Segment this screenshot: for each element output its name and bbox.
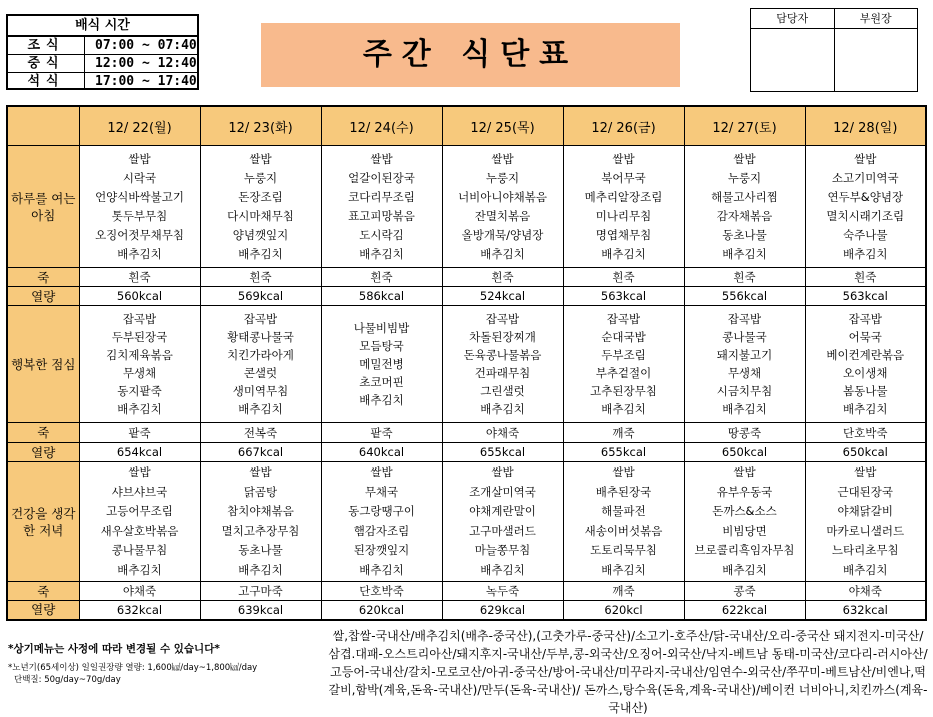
menu-item: 쌀밥 [249,465,272,479]
menu-item: 황태콩나물국 [227,330,294,344]
menu-item: 고추된장무침 [590,384,657,398]
breakfast-cell [200,146,321,268]
weekly-menu-table [6,105,927,621]
porridge-cell: 단호박죽 [805,423,926,443]
kcal-cell: 650kcal [805,443,926,462]
meal-time: 07:00 ~ 07:40 [95,38,197,53]
lunch-row [7,306,926,423]
menu-item: 동그랑땡구이 [348,504,415,518]
menu-item: 배추김치 [359,393,404,407]
menu-item: 두부조림 [601,348,646,362]
menu-item: 김치제육볶음 [106,348,173,362]
menu-item: 누룽지 [243,170,278,185]
row-label-calories: 열량 [7,287,79,306]
porridge-cell: 녹두죽 [442,582,563,601]
porridge-cell: 흰죽 [442,268,563,287]
menu-item: 쌀밥 [733,151,756,166]
menu-item: 배추김치 [238,562,283,577]
kcal-cell: 556kcal [684,287,805,306]
menu-items [685,462,805,581]
menu-item: 배추김치 [359,562,404,577]
menu-item: 배추김치 [843,402,888,416]
porridge-cell: 콩죽 [684,582,805,601]
day-header: 12/ 27(토) [684,106,805,146]
menu-item: 무생채 [122,366,157,380]
meal-time: 12:00 ~ 12:40 [95,56,197,71]
menu-items [806,149,926,265]
dinner-cell [684,462,805,582]
menu-item: 돼지불고기 [716,348,773,362]
menu-item: 쌀밥 [128,465,151,479]
menu-items [201,309,321,419]
menu-item: 치킨가라아게 [227,348,294,362]
kcal-cell: 639kcal [200,601,321,620]
menu-item: 배추된장국 [595,484,652,499]
menu-item: 메밀전병 [359,357,404,371]
menu-items [201,149,321,265]
menu-item: 배추김치 [117,402,162,416]
menu-item: 양념깻잎지 [232,227,289,242]
meal-label: 조식 [8,37,85,54]
menu-item: 배추김치 [843,562,888,577]
kcal-cell: 655kcal [563,443,684,462]
menu-item: 멸치시래기조림 [826,208,905,223]
menu-item: 쌀밥 [612,465,635,479]
menu-item: 쌀밥 [370,465,393,479]
approval-header: 부원장 [835,9,918,29]
meal-time-row [8,73,197,90]
menu-items [806,462,926,581]
menu-items [685,309,805,419]
menu-items [685,149,805,265]
dinner-row [7,462,926,582]
porridge-cell: 깨죽 [563,423,684,443]
menu-items [564,462,684,581]
menu-item: 쌀밥 [733,465,756,479]
menu-items [80,462,200,581]
row-label-porridge: 죽 [7,268,79,287]
kcal-cell: 632kcal [79,601,200,620]
lunch-cell [563,306,684,423]
menu-item: 배추김치 [480,246,525,261]
menu-item: 돈까스&소스 [712,504,777,518]
menu-item: 유부우동국 [716,484,773,499]
menu-item: 쌀밥 [370,151,393,166]
menu-item: 마늘쫑무침 [474,543,531,557]
menu-item: 새송이버섯볶음 [584,523,663,538]
energy-note: *노년기(65세이상) 일일권장량 열량: 1,600㎉/day~1,800㎉/day [8,663,258,673]
porridge-cell: 흰죽 [805,268,926,287]
menu-item: 브로콜리흑임자무침 [694,543,795,557]
kcal-cell: 569kcal [200,287,321,306]
menu-item: 명엽채무침 [595,227,652,242]
kcal-cell: 632kcal [805,601,926,620]
menu-item: 어묵국 [848,330,882,344]
menu-item: 다시마채무침 [227,208,294,223]
menu-item: 미나리무침 [595,208,652,223]
kcal-cell: 640kcal [321,443,442,462]
porridge-cell: 전복죽 [200,423,321,443]
menu-item: 돈육콩나물볶음 [463,348,542,362]
menu-item: 동초나물 [722,227,767,242]
page-title: 주간 식단표 [261,23,680,87]
menu-item: 느타리초무침 [831,543,899,557]
kcal-cell: 620kcal [321,601,442,620]
menu-item: 샤브샤브국 [111,484,168,499]
menu-item: 소고기미역국 [831,170,899,185]
kcal-cell: 650kcal [684,443,805,462]
day-header: 12/ 22(월) [79,106,200,146]
menu-item: 감자채볶음 [716,208,773,223]
menu-item: 멸치고추장무침 [221,523,300,538]
menu-item: 비빔당면 [722,523,767,538]
breakfast-cell [805,146,926,268]
menu-item: 참치야채볶음 [227,504,294,518]
dinner-cell [200,462,321,582]
menu-item: 잔멸치볶음 [474,208,531,223]
lunch-cell [805,306,926,423]
dinner-kcal-row [7,601,926,620]
menu-item: 배추김치 [359,246,404,261]
menu-item: 북어무국 [601,170,646,185]
porridge-cell: 흰죽 [563,268,684,287]
approval-col-manager [751,9,835,91]
menu-item: 무채국 [364,484,399,499]
porridge-cell: 흰죽 [321,268,442,287]
menu-item: 표고피망볶음 [348,208,415,223]
approval-box [750,8,918,92]
menu-item: 언양식바싹불고기 [95,189,184,204]
dinner-cell [805,462,926,582]
row-label-porridge: 죽 [7,582,79,601]
menu-item: 쌀밥 [128,151,151,166]
lunch-cell [79,306,200,423]
menu-item: 시락국 [122,170,157,185]
menu-item: 쌀밥 [491,465,514,479]
menu-item: 된장깻잎지 [353,543,410,557]
meal-label: 중식 [8,55,85,72]
breakfast-cell [321,146,442,268]
menu-items [443,309,563,419]
menu-items [443,149,563,265]
day-header: 12/ 23(화) [200,106,321,146]
breakfast-row [7,146,926,268]
porridge-cell: 야채죽 [442,423,563,443]
meal-time-row [8,55,197,73]
menu-item: 베이컨계란볶음 [826,348,905,362]
menu-items [322,149,442,265]
menu-item: 순대국밥 [601,330,646,344]
menu-item: 마카로니샐러드 [826,523,905,538]
breakfast-porridge-row [7,268,926,287]
kcal-cell: 563kcal [805,287,926,306]
menu-item: 야채닭갈비 [837,504,894,518]
kcal-cell: 667kcal [200,443,321,462]
menu-item: 배추김치 [480,402,525,416]
menu-item: 배추김치 [601,402,646,416]
menu-item: 그린샐럿 [480,384,525,398]
menu-item: 배추김치 [601,246,646,261]
menu-items [80,149,200,265]
menu-item: 코다리무조림 [348,189,415,204]
menu-items [443,462,563,581]
dinner-cell [563,462,684,582]
menu-item: 봄동나물 [843,384,888,398]
porridge-cell: 흰죽 [200,268,321,287]
menu-items [806,309,926,419]
day-header: 12/ 26(금) [563,106,684,146]
menu-item: 배추김치 [238,402,283,416]
menu-item: 동지팥죽 [117,384,162,398]
menu-items [80,309,200,419]
menu-item: 누룽지 [485,170,520,185]
menu-item: 무생채 [727,366,762,380]
menu-item: 톳두부무침 [111,208,168,223]
meal-times-header: 배식 시간 [8,16,197,37]
menu-items [322,318,442,410]
nutrition-note [8,662,328,686]
day-header: 12/ 24(수) [321,106,442,146]
menu-item: 배추김치 [117,562,162,577]
row-label-calories: 열량 [7,443,79,462]
row-label-breakfast: 하루를 여는 아침 [7,146,79,268]
menu-item: 고구마샐러드 [469,523,536,538]
menu-item: 부추겉절이 [595,366,652,380]
menu-item: 도시락김 [359,227,404,242]
menu-item: 차돌된장찌개 [469,330,536,344]
row-label-lunch: 행복한 점심 [7,306,79,423]
origin-of-ingredients: 쌀,찹쌀-국내산/배추김치(배추-중국산),(고춧가루-중국산)/소고기-호주산/닭-국내산/오리-중국산 돼지전지-미국산/삼겹.대패-오스트리아산/돼지후지-국내산/두부,콩-외국산/오징어-외국산/낙지-베트남 동태-미국산/코다리-러시아산/고등어-국내산/갈치-모로코산/아귀-중국산/방어-국내산/미꾸라지-국내산/임연수-외국산/쭈꾸미-베트남산/비엔나,떡갈비,함박(계육,돈육-국내산)/만두(돈육-국내산)/ 돈까스,탕수육(돈육,계육-국내산)/베이컨 너비아니,치킨까스(계육-국내산) [328,629,928,715]
menu-item: 돈장조림 [238,189,283,204]
menu-item: 잡곡밥 [606,312,641,326]
lunch-porridge-row [7,423,926,443]
porridge-cell: 팥죽 [321,423,442,443]
breakfast-cell [442,146,563,268]
menu-item: 배추김치 [238,246,283,261]
menu-item: 근대된장국 [837,484,894,499]
menu-items [201,462,321,581]
menu-item: 햄감자조림 [353,523,410,538]
kcal-cell: 629kcal [442,601,563,620]
menu-item: 시금치무침 [716,384,773,398]
menu-item: 닭곰탕 [243,484,278,499]
menu-item: 배추김치 [843,246,888,261]
menu-item: 잡곡밥 [122,312,157,326]
menu-item: 배추김치 [480,562,525,577]
breakfast-cell [684,146,805,268]
dinner-cell [442,462,563,582]
menu-item: 고등어무조림 [106,504,173,518]
corner-cell [7,106,79,146]
menu-item: 콩나물무침 [111,543,168,557]
approval-header: 담당자 [751,9,834,29]
menu-item: 모듬탕국 [359,339,404,353]
breakfast-cell [79,146,200,268]
porridge-cell: 깨죽 [563,582,684,601]
menu-item: 새우살호박볶음 [100,523,179,538]
menu-items [564,309,684,419]
approval-col-vice-director [835,9,918,91]
lunch-cell [442,306,563,423]
menu-item: 연두부&양념장 [827,189,904,204]
menu-item: 올방개묵/양념장 [461,227,544,242]
menu-item: 숙주나물 [843,227,888,242]
kcal-cell: 563kcal [563,287,684,306]
meal-times-box [6,14,199,90]
porridge-cell: 고구마죽 [200,582,321,601]
dinner-cell [79,462,200,582]
menu-items [322,462,442,581]
porridge-cell: 단호박죽 [321,582,442,601]
menu-item: 쌀밥 [491,151,514,166]
menu-item: 배추김치 [722,402,767,416]
menu-item: 건파래무침 [474,366,531,380]
menu-item: 해물파전 [601,504,646,518]
porridge-cell: 야채죽 [79,582,200,601]
menu-item: 너비아니야채볶음 [458,189,547,204]
menu-item: 쌀밥 [249,151,272,166]
menu-item: 얼갈이된장국 [348,170,415,185]
day-header: 12/ 25(목) [442,106,563,146]
menu-item: 배추김치 [117,246,162,261]
lunch-cell [684,306,805,423]
menu-item: 쌀밥 [612,151,635,166]
menu-item: 배추김치 [601,562,646,577]
row-label-calories: 열량 [7,601,79,620]
menu-item: 쌀밥 [854,465,877,479]
menu-item: 해물고사리찜 [711,189,778,204]
dinner-cell [321,462,442,582]
porridge-cell: 흰죽 [79,268,200,287]
row-label-porridge: 죽 [7,423,79,443]
kcal-cell: 622kcal [684,601,805,620]
menu-item: 콘샐럿 [243,366,278,380]
breakfast-cell [563,146,684,268]
menu-item: 잡곡밥 [848,312,882,326]
menu-item: 잡곡밥 [485,312,520,326]
meal-label: 석식 [8,73,85,90]
breakfast-kcal-row [7,287,926,306]
menu-item: 생미역무침 [232,384,289,398]
menu-item: 메추리알장조림 [584,189,663,204]
menu-item: 오징어젓무채무침 [95,227,184,242]
kcal-cell: 524kcal [442,287,563,306]
menu-item: 두부된장국 [111,330,168,344]
meal-time: 17:00 ~ 17:40 [95,74,197,89]
meal-time-row [8,37,197,55]
menu-item: 콩나물국 [722,330,767,344]
row-label-dinner: 건강을 생각한 저녁 [7,462,79,582]
menu-item: 초코머핀 [359,375,404,389]
porridge-cell: 팥죽 [79,423,200,443]
menu-item: 도토리묵무침 [590,543,657,557]
menu-item: 배추김치 [722,246,767,261]
kcal-cell: 586kcal [321,287,442,306]
day-header-row [7,106,926,146]
kcal-cell: 620kcl [563,601,684,620]
menu-item: 누룽지 [727,170,762,185]
lunch-kcal-row [7,443,926,462]
protein-note: 단백질: 50g/day~70g/day [14,675,121,685]
menu-item: 동초나물 [238,543,283,557]
lunch-cell [200,306,321,423]
porridge-cell: 흰죽 [684,268,805,287]
menu-item: 잡곡밥 [727,312,762,326]
menu-item: 잡곡밥 [243,312,278,326]
day-header: 12/ 28(일) [805,106,926,146]
kcal-cell: 560kcal [79,287,200,306]
menu-item: 야채계란말이 [469,504,536,518]
porridge-cell: 야채죽 [805,582,926,601]
menu-item: 쌀밥 [854,151,877,166]
lunch-cell [321,306,442,423]
porridge-cell: 땅콩죽 [684,423,805,443]
kcal-cell: 654kcal [79,443,200,462]
menu-item: 조개살미역국 [469,484,536,499]
change-notice: *상기메뉴는 사정에 따라 변경될 수 있습니다* [8,643,220,655]
dinner-porridge-row [7,582,926,601]
kcal-cell: 655kcal [442,443,563,462]
menu-item: 오이생채 [843,366,888,380]
menu-item: 나물비빔밥 [353,321,410,335]
menu-items [564,149,684,265]
menu-item: 배추김치 [722,562,767,577]
